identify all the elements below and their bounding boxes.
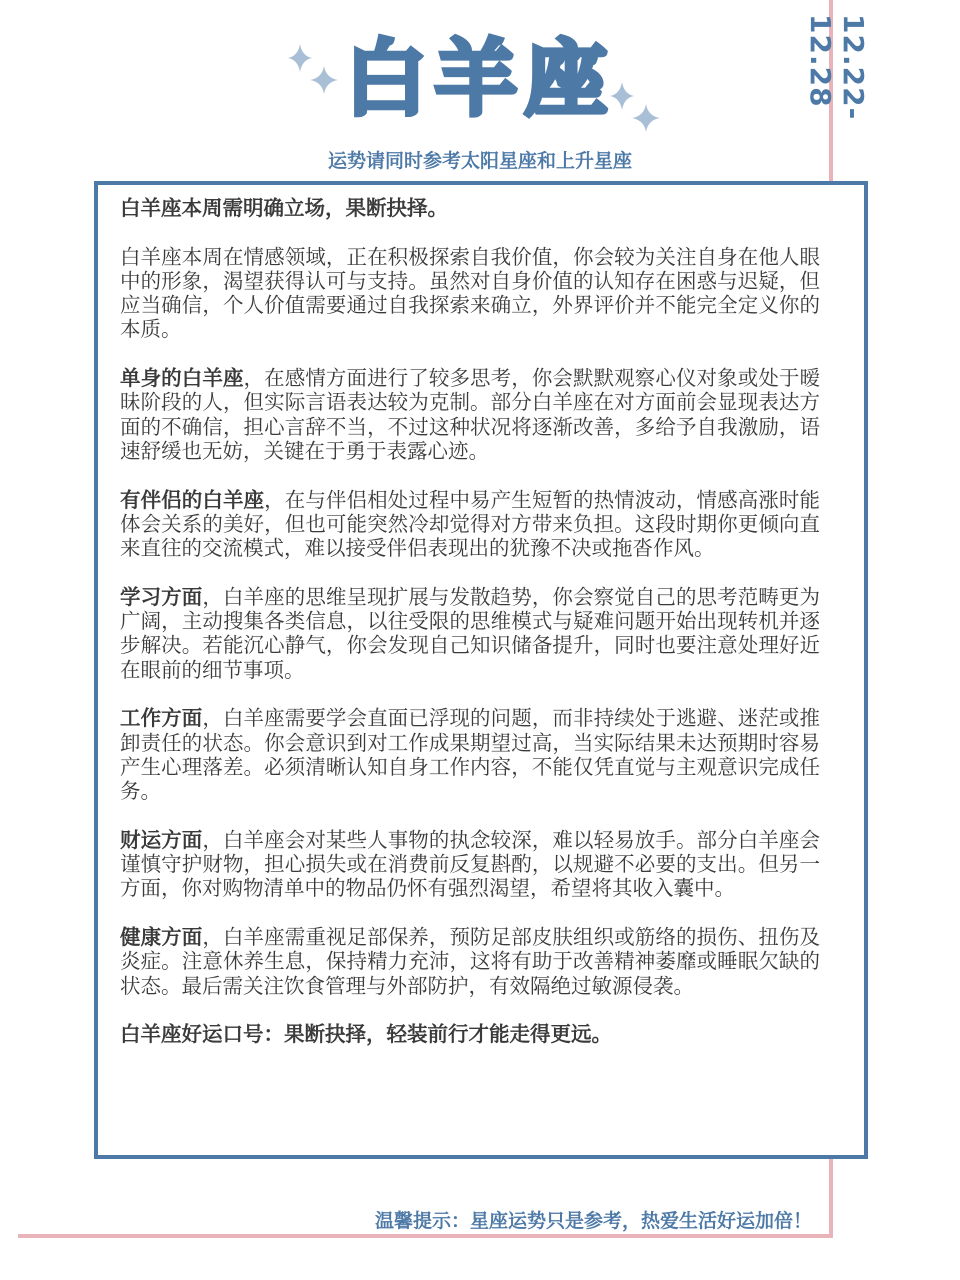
horoscope-content bbox=[120, 196, 820, 1071]
section-label: 工作方面 bbox=[120, 706, 203, 731]
section-label: 有伴侣的白羊座 bbox=[120, 487, 265, 512]
section-text: ，在与伴侣相处过程中易产生短暂的热情波动，情感高涨时能体会关系的美好，但也可能突然冷却觉得对方带来负担。这段时期你更倾向直来直往的交流模式，难以接受伴侣表现出的犹豫不决或拖沓作风。 bbox=[120, 487, 821, 561]
slogan: 白羊座好运口号：果断抉择，轻装前行才能走得更远。 bbox=[120, 1022, 612, 1047]
section-text: ，白羊座会对某些人事物的执念较深，难以轻易放手。部分白羊座会谨慎守护财物，担心损失或在消费前反复斟酌，以规避不必要的支出。但另一方面，你对购物清单中的物品仍怀有强烈渴望，希望将其收入囊中。 bbox=[120, 827, 821, 901]
section-text: ，白羊座需重视足部保养，预防足部皮肤组织或筋络的损伤、扭伤及炎症。注意休养生息，保持精力充沛，这将有助于改善精神萎靡或睡眠欠缺的状态。最后需关注饮食管理与外部防护，有效隔绝过敏源侵袭。 bbox=[120, 924, 821, 998]
section-label: 财运方面 bbox=[120, 827, 203, 852]
headline: 白羊座本周需明确立场，果断抉择。 bbox=[120, 196, 448, 220]
section-text: ，在感情方面进行了较多思考，你会默默观察心仪对象或处于暧昧阶段的人，但实际言语表达较为克制。部分白羊座在对方面前会显现表达方面的不确信，担心言辞不当，不过这种状况将逐渐改善，多给予自我激励，语速舒缓也无妨，关键在于勇于表露心迹。 bbox=[120, 366, 820, 463]
section-study bbox=[120, 585, 820, 682]
subtitle: 运势请同时参考太阳星座和上升星座 bbox=[327, 150, 632, 172]
section-label: 健康方面 bbox=[120, 924, 203, 949]
section-label: 单身的白羊座 bbox=[120, 366, 244, 391]
section-partnered bbox=[120, 488, 820, 561]
pink-horizontal-line bbox=[18, 1234, 833, 1238]
date-range: 12.22-12.28 bbox=[804, 14, 870, 121]
section-health bbox=[120, 925, 820, 998]
section-work bbox=[120, 706, 820, 803]
page-title: 白羊座 bbox=[344, 32, 615, 127]
section-text: ，白羊座的思维呈现扩展与发散趋势，你会察觉自己的思考范畴更为广阔，主动搜集各类信息，以往受限的思维模式与疑难问题开始出现转机并逐步解决。若能沉心静气，你会发现自己知识储备提升，同时也要注意处理好近在眼前的细节事项。 bbox=[120, 584, 821, 682]
footer-tip: 温馨提示：星座运势只是参考，热爱生活好运加倍！ bbox=[374, 1210, 812, 1232]
section-label: 学习方面 bbox=[120, 584, 203, 609]
section-single bbox=[120, 366, 820, 463]
section-wealth bbox=[120, 828, 820, 901]
section-text: ，白羊座需要学会直面已浮现的问题，而非持续处于逃避、迷茫或推卸责任的状态。你会意识到对工作成果期望过高，当实际结果未达预期时容易产生心理落差。必须清晰认知自身工作内容，不能仅凭直觉与主观意识完成任务。 bbox=[120, 706, 821, 804]
intro-paragraph: 白羊座本周在情感领域，正在积极探索自我价值，你会较为关注自身在他人眼中的形象，渴望获得认可与支持。虽然对自身价值的认知存在困惑与迟疑，但应当确信，个人价值需要通过自我探索来确立，外界评价并不能完全定义你的本质。 bbox=[120, 244, 820, 342]
